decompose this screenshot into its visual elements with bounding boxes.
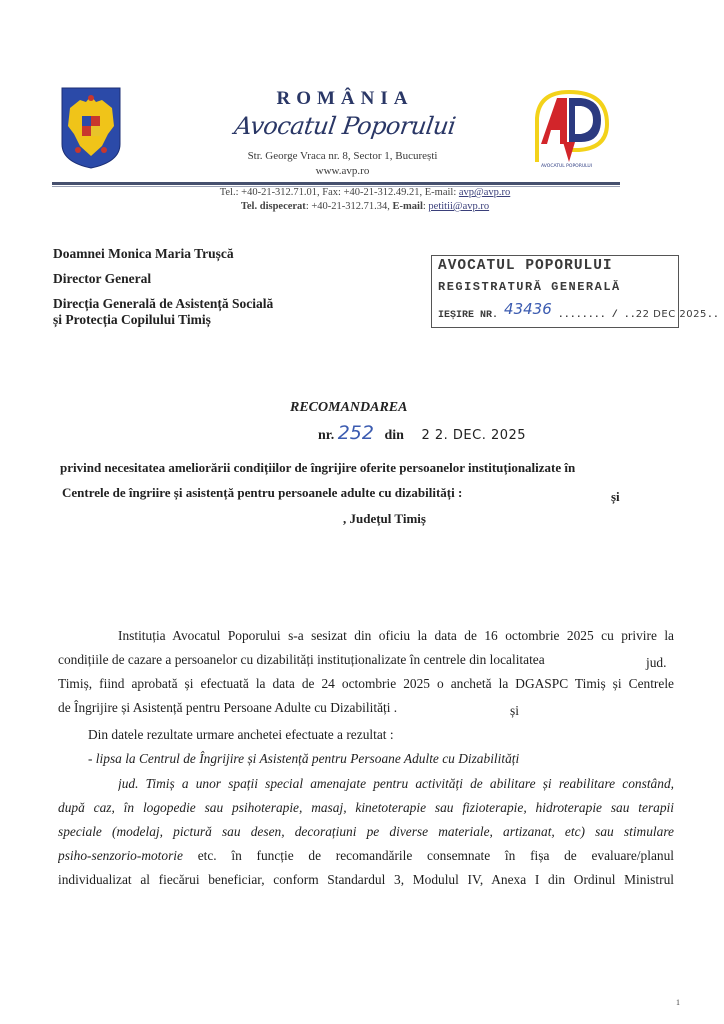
body-p1-line3: Timiș, fiind aprobată și efectuată la data de 24 octombrie 2025 o anchetă la DGASPC Timiș și Centrele [58, 676, 674, 691]
recommendation-number: 252 [337, 422, 374, 444]
header-country: ROMÂNIA [276, 88, 414, 109]
avp-logo-caption: AVOCATUL POPORULUI [541, 164, 593, 169]
avp-logo-icon [527, 88, 613, 170]
stamp-exit-label: IEȘIRE NR. [438, 310, 499, 321]
email-link-petitii[interactable]: petitii@avp.ro [428, 201, 490, 212]
header-divider [52, 182, 620, 185]
dispatcher-phone: : +40-21-312.71.34, [305, 201, 393, 212]
body-p1-line2-text: condițiile de cazare a persoanelor cu dizabilități instituționalizate în centrele din localitatea [58, 652, 545, 667]
body-p4-line3: speciale (modelaj, pictură sau desen, decorațiuni pe diverse materiale, artizanat, etc) sau stimulare [58, 824, 674, 839]
body-p1-line2-jud: jud. [646, 655, 667, 670]
body-p4-line2: după caz, în logopedie sau psihoterapie, masaj, kinetoterapie sau fizioterapie, hidroterapie sau terapii [58, 800, 674, 815]
addressee-title: Director General [53, 271, 152, 286]
body-p4-line4-italic: psiho-senzorio-motorie [58, 848, 183, 863]
body-p3: - lipsa la Centrul de Îngrijire și Asistență pentru Persoane Adulte cu Dizabilități [88, 751, 520, 766]
stamp-line1: AVOCATUL POPORULUI [438, 258, 613, 274]
addressee-name: Doamnei Monica Maria Trușcă [53, 246, 234, 261]
dispatcher-label: Tel. dispecerat [240, 201, 306, 212]
subject-line3: , Județul Timiș [343, 511, 426, 526]
addressee-org-line2: și Protecția Copilului Timiș [53, 312, 211, 327]
body-p2: Din datele rezultate urmare anchetei efectuate a rezultat : [88, 727, 394, 742]
registry-stamp [431, 255, 719, 328]
document-title: RECOMANDAREA [290, 400, 408, 415]
recommendation-date: 2 2. DEC. 2025 [421, 428, 527, 443]
header-institution: Avocatul Poporului [232, 112, 458, 140]
stamp-line2: REGISTRATURĂ GENERALĂ [438, 280, 621, 294]
body-p4-line4 [58, 848, 674, 866]
body-p1-line4 [58, 700, 674, 716]
subject-line2-and: și [611, 489, 620, 504]
header-address: Str. George Vraca nr. 8, Sector 1, București [247, 150, 438, 162]
nr-label: nr. [318, 428, 335, 443]
subject-line1: privind necesitatea ameliorării condițiilor de îngrijire oferite persoanelor instituționalizate în [60, 460, 576, 475]
din-label: din [384, 428, 404, 443]
header-website: www.avp.ro [315, 165, 370, 177]
recommendation-number-line [318, 422, 526, 444]
email-sep: : [422, 201, 429, 212]
body-p4-line5: individualizat al fiecărui beneficiar, conform Standardul 3, Modulul IV, Anexa I din Ordinul Ministrul [58, 872, 674, 887]
body-p1-line4-and: și [510, 703, 519, 718]
subject-line2-text: Centrele de îngriire și asistență pentru persoanele adulte cu dizabilități : [62, 485, 463, 500]
header-contact-line2 [120, 201, 610, 212]
body-p1-line2 [58, 652, 674, 668]
header-contact-line1 [120, 187, 610, 198]
stamp-registry-number: 43436 [504, 300, 552, 318]
stamp-line3: IEȘIRE NR. 43436 ........ / ..22 DEC 2025.. [438, 300, 719, 321]
body-p1-line1: Instituția Avocatul Poporului s-a sesizat din oficiu la data de 16 octombrie 2025 cu privire la [118, 628, 674, 643]
stamp-date: 22 DEC 2025 [635, 309, 707, 320]
email-label: E-mail [392, 201, 423, 212]
body-p4-line1: jud. Timiș a unor spații special amenajate pentru activități de abilitare și reabilitare constând, [118, 776, 674, 791]
contact-phone-fax: Tel.: +40-21-312.71.01, Fax: +40-21-312.49.21, E-mail: [219, 187, 459, 198]
subject-line2 [62, 485, 462, 501]
coat-of-arms-icon [60, 86, 122, 170]
body-p1-line4-text: de Îngrijire și Asistență pentru Persoane Adulte cu Dizabilități . [58, 700, 398, 715]
body-p4-line4-rest: etc. în funcție de recomandările consemnate în fișa de evaluare/planul [182, 848, 674, 863]
email-link-avp[interactable]: avp@avp.ro [458, 187, 511, 198]
addressee-org-line1: Direcția Generală de Asistență Socială [53, 296, 274, 311]
page-number: 1 [676, 998, 680, 1007]
